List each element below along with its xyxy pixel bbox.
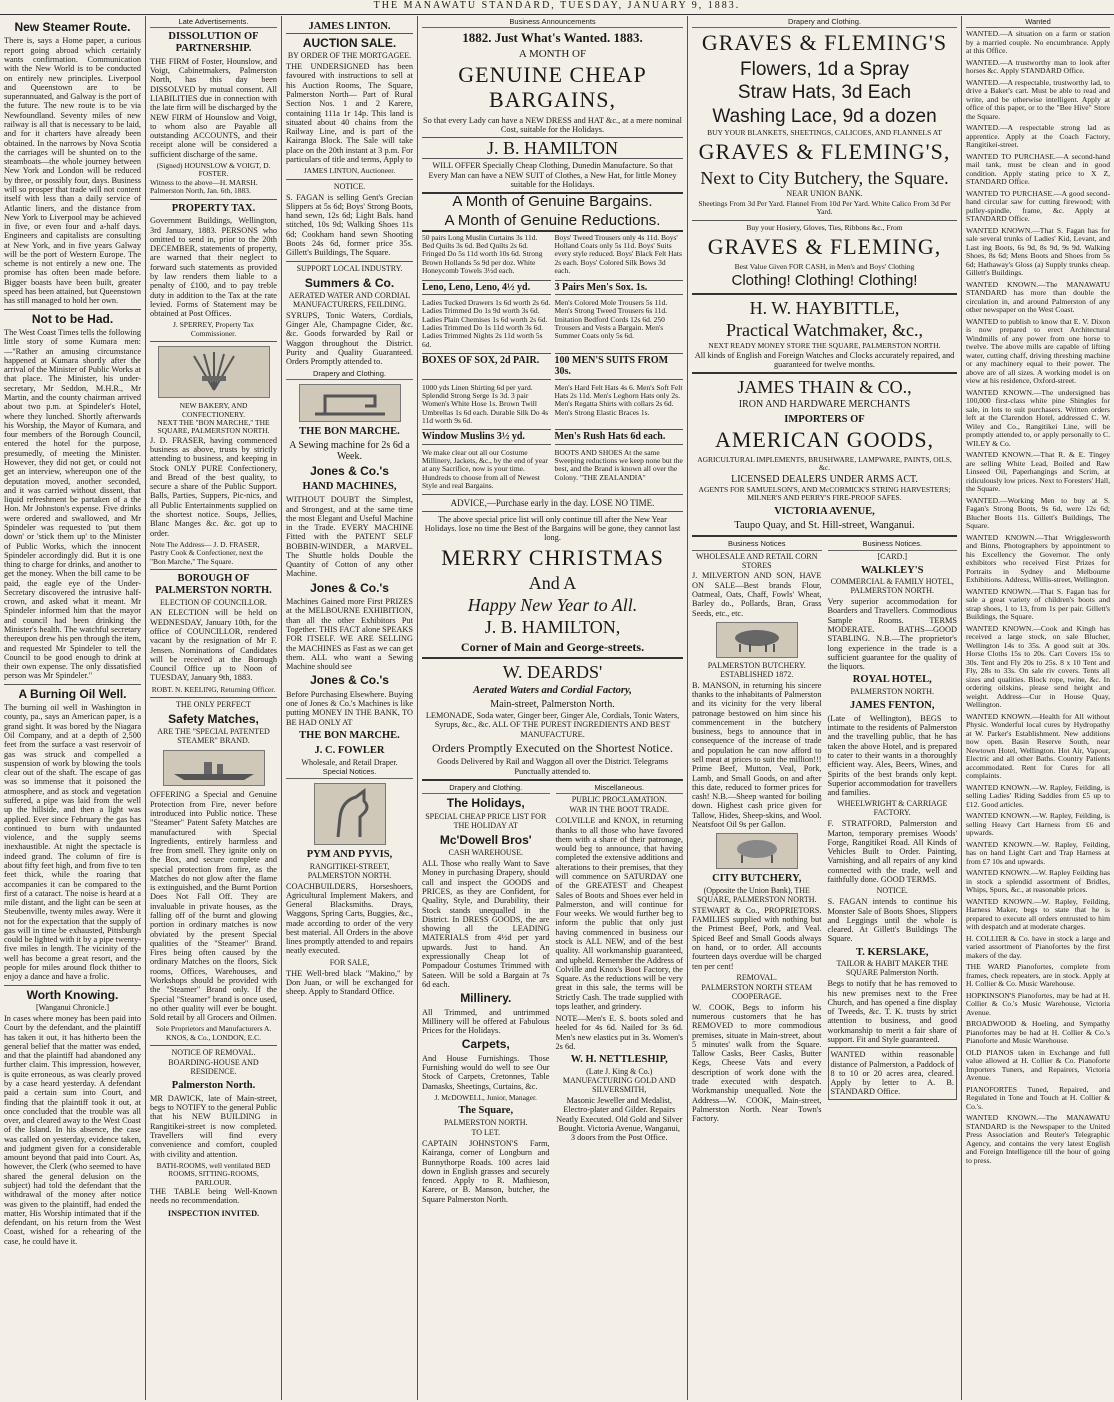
ad-title: PALMERSTON BUTCHERY. ESTABLISHED 1872. [707, 660, 806, 679]
ad-title: DISSOLUTION OF PARTNERSHIP. [168, 31, 259, 55]
ad-subtitle: Aerated Waters and Cordial Factory, [473, 685, 632, 697]
wanted-ad: WANTED KNOWN.—That S. Fagan has for sale a great variety of children's boots and strap shoes, 1 to 13, from 1s per pair. Gillett's Buildings, the Square. [966, 586, 1110, 622]
divider [150, 569, 277, 570]
ad-title: The Square, [458, 1105, 514, 1117]
ad-subtitle: VICTORIA AVENUE, [774, 505, 875, 517]
divider [4, 309, 141, 310]
wanted-ad: THE WARD Pianofortes, complete from frames, check repeaters, are in stock. Apply at H. Collier & Co. Music Warehouse. [966, 962, 1110, 989]
divider [692, 372, 957, 374]
divider [150, 697, 277, 698]
ad-body: THE UNDERSIGNED has been favoured with instructions to sell at his Auction Rooms, The Square, Palmerston North— Part of Rural Section Nos. 1 and 2 Karere, containing 111a 1r 14p. This land is situated about 40 chains from the Railway Line, and is part of the Kairanga Block. The Sale will take place on the 20th instant at 3 p.m. For particulars of title and terms, Apply to [286, 62, 413, 164]
price-block: 1000 yds Linen Shirting 6d per yard. Splendid Strong Serge 1s 3d. 3 pair Women's White Hose 1s. Brown Twill Umbrellas 1s 6d each. Durable Silk Do 4s 11d worth 9s 6d. [422, 382, 549, 426]
ad-body: S. FAGAN is selling Gent's Grecian Slippers at 5s 6d; Boys' Strong Boots, hand sewn, 12s 6d; Light Bals. hand stitched, 10s 9d; Walking Shoes 11s 6d; Cookham hand sewn Shooting Boots 24s 6d, former price 35s. Gillett's Buildings, The Square. [286, 192, 413, 258]
ad-subtitle: RANGITIKEI-STREET, PALMERSTON NORTH. [307, 861, 392, 880]
ad-title: AUCTION SALE. [302, 35, 397, 50]
ad-body: WANTED within reasonable distance of Palmerston, a Paddock of 8 to 10 or 20 acres area, cleared. Apply by letter to A. B. STANDARD Office. [828, 1047, 958, 1099]
ad-advice: ADVICE,—Purchase early in the day. LOSE NO TIME. [450, 497, 655, 508]
divider [692, 293, 957, 295]
ad-title: PROPERTY TAX. [171, 202, 256, 214]
ad-body: CAPTAIN JOHNSTON'S Farm, Kairanga, corner of Longburn and Bunnythorpe Roads. 100 acres laid down in English grasses and securely fenced. Apply to R. Mathieson, Karere, or B. Manson, butcher, the Square Palmerston North. [422, 1138, 550, 1204]
divider [422, 657, 683, 659]
ad-address: (Opposite the Union Bank), THE SQUARE, PALMERSTON NORTH. [696, 886, 817, 904]
ad-body: AGRICULTURAL IMPLEMENTS, BRUSHWARE, LAMPWARE, PAINTS, OILS, &c. [697, 454, 952, 473]
divider [692, 220, 957, 221]
divider [422, 511, 683, 512]
ad-title: 1882. Just What's Wanted. 1883. [462, 30, 643, 46]
horse-icon [314, 783, 386, 845]
ad-subtitle: WAR IN THE BOOT TRADE. [569, 805, 670, 815]
wheat-sheaf-icon [158, 346, 270, 398]
price-heading: 3 Pairs Men's Sox. 1s. [555, 280, 684, 295]
ad-subtitle: Wholesale, and Retail Draper. [301, 757, 398, 767]
column-auction [282, 16, 418, 1400]
ad-title: WHEELWRIGHT & CARRIAGE FACTORY. [837, 799, 948, 818]
ad-caption: NEW BAKERY, AND CONFECTIONERY. [179, 401, 248, 419]
price-heading: 100 MEN'S SUITS FROM 30s. [555, 353, 684, 379]
price-heading: BOXES OF SOX, 2d PAIR. [422, 353, 551, 379]
wanted-ad: OLD PIANOS taken in Exchange and full value allowed at H. Collier & Co. Pianoforte Importers Tuners, and Repairers, Victoria Avenue. [966, 1047, 1110, 1083]
ad-body: AN ELECTION will be held on WEDNESDAY, January 10th, for the office of COUNCILLOR, rendered vacant by the resignation of Mr F. Jensen. Nominations of Candidates will be received at the Borough Council Office up to Noon of TUESDAY, January 9th, 1883. [150, 608, 277, 683]
sheep-icon [716, 833, 798, 869]
ad-title: WALKLEY'S [861, 564, 924, 576]
ad-body: Buy your Hosiery, Gloves, Ties, Ribbons &c., From [746, 222, 903, 232]
ad-body: B. MANSON, in returning his sincere thanks to the inhabitants of Palmerston and its vicinity for the very liberal patronage bestowed on him since his commencement in the butchery business, begs to announce that in consequence of the increase of trade and population he can now afford to sell meat at prices to suit the million!!! Prime Beef, Mutton, Veal, Pork, Lamb, and Small Goods, on and after this date, reduced to former prices for cash! N.B.—Sheep wanted for boiling down. Highest cash price given for Tallow, Hides, Sheep-skins, and Wool. Neatsfoot Oil 9s per Gallon. [692, 680, 822, 829]
price-block: Ladies Tucked Drawers 1s 6d worth 2s 6d. Ladies Trimmed Do 1s 9d worth 3s 6d. Ladies Plain Chemises 1s 6d worth 2s 6d. Ladies Trimmed Do 1s 11d worth 3s 6d. Ladies Trimmed Nights 2s 11d worth 5s 6d. [422, 297, 551, 349]
wanted-ad: WANTED KNOWN.—Health for All without Physic. Wonderful local cures by Hydropathy at W. Parker's Establishment. New additions now open. Basin Reserve South, near Newtown Hotel, Wellington. Hot Air, Vapour, Electric and all other Baths. Country Patients accommodated. Rent for Cures for all complaints. [966, 711, 1110, 781]
ad-subtitle: BATH-ROOMS, well ventilated BED ROOMS, SITTING-ROOMS, PARLOUR. [156, 1160, 271, 1187]
wanted-ad: BROADWOOD & Hoeling, and Sympathy Pianofortes may be had at H. Collier & Co.'s Pianoforte and Music Warehouse. [966, 1019, 1110, 1046]
ad-title: Orders Promptly Executed on the Shortest Notice. [432, 741, 673, 755]
ad-title: GRAVES & FLEMING'S, [698, 139, 951, 165]
sub-column-right [828, 540, 958, 1126]
wanted-ad: WANTED.—A trustworthy man to look after horses &c. Apply STANDARD Office. [966, 57, 1110, 76]
ad-line: Clothing! Clothing! Clothing! [731, 272, 918, 290]
headline-oil-well: A Burning Oil Well. [18, 686, 127, 701]
ad-body: COACHBUILDERS, Horseshoers, Agricultural Implement Makers, and General Blacksmiths. Drays, Waggons, Spring Carts, Buggies, &c., made according to order of the very best material. All Orders in the above lines promptly attended to and repairs neatly executed. [286, 881, 413, 956]
price-block: BOOTS AND SHOES At the same Sweeping reductions we keep none but the best, and the Brand is known all over the Colony. "THE ZEALANDIA" [554, 447, 683, 482]
ad-title: W. H. NETTLESHIP, [570, 1054, 668, 1066]
ad-body: THE FIRM of Foster, Hounslow, and Voigt, Cabinetmakers, Palmerston North, has this day been DISSOLVED by mutual consent. All LIABILITIES due in connection with the late firm will be discharged by the NEW FIRM of Hounslow and Voigt, to whom also are Payable all outstanding ACCOUNTS, and their receipt alone will be considered a sufficient discharge of the same. [150, 56, 277, 159]
price-heading: Leno, Leno, Leno, 4½ yd. [422, 280, 551, 295]
ad-title: A Month of Genuine Bargains. [422, 192, 683, 211]
divider [150, 199, 277, 200]
sewing-machine-icon [299, 384, 401, 422]
sub-column-left [692, 540, 822, 1126]
column-late-ads [146, 16, 282, 1400]
wanted-ad: WANTED KNOWN.—W. Rapley, Feilding, is selling Ladies' Riding Saddles from £5 up to £12. Good articles. [966, 782, 1110, 809]
wanted-ad: WANTED KNOWN.—The undersigned has 100,000 first-class white pine Shingles for sale, in lots to suit purchasers. Written orders left at the Clarendon Hotel, addressed C. W. Wiley and Co., Rangitikei Line, will be promptly attended to, or apply personally to C. WILEY & Co. [966, 387, 1110, 448]
wanted-ad: WANTED.—A respectable, trustworthy lad, to drive a Baker's cart. Must be able to read and write, and be otherwise intelligent. Apply at office of this paper, or to the "Bee Hive" Store the Square. [966, 77, 1110, 121]
ad-line: Washing Lace, 9d a dozen [712, 105, 937, 127]
ad-body: OFFERING a Special and Genuine Protection from Fire, never before introduced into Public notice. These "Steamer" Patent Safety Matches are manufactured with Special Ingredients, entirely harmless and free from smell. They ignite only on the Box, and secure complete and special protection from fire, as the Matches do not glow after the flame is extinguished, and the Burnt Portion Does Not Fall Off. They are invaluable in private houses, as the falling off of the burnt and glowing portion in ordinary matches is now obviated by the present Special qualities of the "Steamer" Brand. Fires being often caused by the ordinary Matches on the floors, Sick rooms, Offices, Warehouses, and Workshops should be provided with the "Steamer" Brand only. If the Special "Steamer" brand is once used, no other quality will ever be bought. Sold retail by all Grocers and Oilmen. [150, 790, 277, 1023]
ad-body: Masonic Jeweller and Medalist, Electro-plater and Gilder. Repairs Neatly Executed. Old Gold and Silver Bought. Victoria Avenue, Wanganui, 3 doors from the Post Office. [556, 1095, 683, 1143]
divider [150, 1045, 277, 1046]
ad-body: WITHOUT DOUBT the Simplest, and Strongest, and at the same time the most Elegant and Useful Machine in the Trade. EVERY MACHINE Fitted with the PATENT SELF BOBBIN-WINDER, a MARVEL. The Shuttle holds Double the Quantity of Cotton of any other Machine. [286, 495, 413, 579]
ad-subtitle: (Late J. King & Co.) MANUFACTURING GOLD AND SILVERSMITH, [562, 1067, 676, 1094]
ad-subtitle: Corner of Main and George-streets. [460, 639, 645, 654]
ad-body: Sheetings From 3d Per Yard. Flannel From 10d Per Yard. White Calico From 3d Per Yard. [698, 198, 951, 217]
divider [422, 779, 683, 781]
ad-title: TO LET. [471, 1128, 501, 1137]
column-wanted [962, 16, 1114, 1400]
ad-body: F. STRATFORD, Palmerston and Marton, temporary premises Woods' Forge, Rangitikei Road. All Kinds of Vehicles Built to Order. Painting, Varnishing, and all repairs of any kind connected with the trade, well and faithfully done. GOOD TERMS. [827, 819, 957, 884]
wanted-ad: PIANOFORTES Tuned, Repaired, and Regulated in Tone and Touch at H. Collier & Co.'s. [966, 1084, 1110, 1111]
ad-title: AMERICAN GOODS, [714, 427, 935, 453]
ad-title: J. B. HAMILTON, [484, 617, 621, 638]
article-steamer: There is, says a Home paper, a curious report going abroad which certainly wants confirmation. Communication with the New World is to be conducted on entirely new principles. Liverpool and Queenstown are to be superannuated, and Galway is the port of the future. The new route is to be via Newfoundland. Seventy miles of new railway is all that is necessary to be laid, and for it charters have already been obtained. In the narrows by Nova Scotia the carriages will be shunted on to the steamboats—the whole journey between New York and London will be reduced by three, or possibly four, days. Business will so prosper that trade will not content itself with less than a daily service of Atlantic liners, and the distance from New York to Liverpool may be achieved in five, or even four and a-half days. Engineers and capitalists are consulting at New York, and in five years Galway will be the port of Western Europe. The scheme is not entirely a new one. The promise has often been made before. Bigger boasts have been built, greater speed has been attained, but Queenstown has still managed to hold her own. [4, 36, 141, 306]
ad-title: BOROUGH OF PALMERSTON NORTH. [155, 573, 272, 596]
divider [4, 684, 141, 685]
price-heading: Men's Rush Hats 6d each. [555, 429, 684, 444]
wanted-ad: WANTED.—A respectable strong lad as apprentice. Apply at the Coach Factory, Rangitikei-street. [966, 123, 1110, 150]
ad-subtitle: ARE THE "SPECIAL PATENTED STEAMER" BRAND. [157, 727, 270, 746]
ad-title: WHOLESALE AND RETAIL CORN STORES [696, 551, 818, 570]
ad-body: All Trimmed, and untrimmed Millinery will be offered at Fabulous Prices for the Holidays. [422, 1007, 550, 1036]
ad-body: W. COOK, Begs to inform his numerous customers that he has REMOVED to more commodious premises, situate in Main-street, about 5 minutes' walk from the Square. Tallow Casks, Beer Casks, Butter Kegs, Cheese Vats and every description of work done with the trade executed with despatch. Workmanship unequalled. Note the Address—W. COOK, Main-street, Palmerston North. Near Town's Factory. [692, 1002, 822, 1124]
divider [286, 261, 413, 262]
divider [150, 341, 277, 342]
ad-body: The above special price list will only continue till after the New Year Holidays. lose no time the Best of the Bargains will be gone, they cannot last long. [424, 514, 681, 543]
ad-body: LEMONADE, Soda water, Ginger beer, Ginger Ale, Cordials, Tonic Waters, Syrups, &c., &c. ALL OF THE PUREST INGREDIENTS AND BEST MANUFACTURE. [425, 711, 680, 739]
section-head: Late Advertisements. [150, 18, 277, 28]
ad-title: THE BON MARCHE. [299, 425, 400, 437]
article-oil-well: The burning oil well in Washington in county, pa., says an American paper, is a grand sight. It was bored by the Niagara Oil Company, and at a depth of 2,500 feet from the surface a vast reservoir of gas was struck and compelled a suspension of work by blowing the tools clear out of the shaft. The escape of gas was so immense that it poisoned the atmosphere, and as stock and vegetation suffered, a pipe was laid from the well up the hillside, and then a light was applied. Ever since February the gas has continued to burn with undaunted violence, and the supply seems inexhaustible. At night the spectacle is indeed grand. The column of fire is about fifty feet high, and from five to ten feet thick, while the roaring that accompanies it can be compared to the first of a cataract. The noise is heard at a mile distant, and the light can be seen at Steubenville, twenty miles away. Were it not for the expectation that the supply of gas will in time be exhausted, Pittsburgh could be lighted with it by a pipe twenty-five miles in length. The vicinity of the well has become a great resort, and the people for miles around flock thither to enjoy a dance and have a frolic. [4, 703, 141, 982]
ad-title: Jones & Co.'s [310, 580, 389, 595]
ad-body: THE TABLE being Well-Known needs no recommendation. [150, 1186, 277, 1206]
ad-body: Government Buildings, Wellington, 3rd January, 1883. PERSONS who omitted to send in, prior to the 20th DECEMBER, statements of property, are warned that their neglect to forward such statements as provided by law renders them liable to a penalty of £100, and to pay treble duty in addition to the Tax at the rate levied. Forms of Statement may be obtained at Post Offices. [150, 216, 277, 319]
ad-line: Flowers, 1d a Spray [740, 59, 909, 81]
ad-pretitle: THE ONLY PERFECT [176, 700, 251, 710]
sub-columns [692, 540, 957, 1126]
wanted-ad: WANTED KNOWN.—W. Rapley, Feilding, Harness Maker, begs to state that he is prepared to execute all orders entrusted to him with despatch and at moderate charges. [966, 896, 1110, 932]
ad-title: A Month of Genuine Reductions. [422, 213, 683, 232]
ad-subtitle: CASH WAREHOUSE. [448, 848, 524, 858]
wanted-ad: WANTED KNOWN.—W. Rapley Feilding has in stock a splendid assortment of Bridles, Whips, Spurs, &c., at reasonable prices. [966, 868, 1110, 895]
ad-body: ALL Those who really Want to Save Money in purchasing Drapery, should call and inspect the GOODS and PRICES, as they are Confident, for Quality, Style, and Durability, their Stock stands unequalled in the District. In DRESS GOODS, the are showing all the LEADING MATERIALS from 4½d per yard upwards. Just to hand. An expressionally Cheap lot of Pompadour Costumes Trimmed with Sateen. Will be sold a Bargain at 7s 6d each. [422, 859, 550, 989]
wanted-ad: WANTED KNOWN.—W. Rapley, Feilding, has on hand Light Cart and Trap Harness at from £7 10s and upwards. [966, 839, 1110, 866]
ad-subtitle: BOARDING-HOUSE AND RESIDENCE. [168, 1058, 259, 1077]
ad-title: Millinery. [460, 991, 512, 1006]
price-heading: Window Muslins 3½ yd. [422, 429, 551, 444]
ad-title: CITY BUTCHERY, [712, 873, 802, 885]
ad-title: The Holidays, [446, 796, 525, 811]
price-list [422, 234, 683, 491]
ad-subtitle: Practical Watchmaker, &c., [726, 320, 923, 341]
ad-subtitle: AERATED WATER AND CORDIAL MANUFACTURERS, FEILDING. [288, 290, 411, 309]
ad-body: J. MILVERTON AND SON, HAVE ON SALE—Best brands Flour, Oatmeal, Oats, Chaff, Fowls' Wheat, Barley do., Pollards, Bran, Grass Seeds, etc., etc. [692, 571, 822, 618]
section-head: Special Notices. [286, 768, 413, 778]
ad-title: JAMES THAIN & CO., [737, 377, 912, 398]
ad-title: NOTICE OF REMOVAL. [171, 1048, 256, 1058]
wanted-ad: WANTED KNOWN.—Cook and Kingh has received a large stock, on sale Blucher, Wellington 14s to 35s. A good suit at 30s. Horse Cloths 15s to 20s. Cart Covers 15s to 30s. Tent and Fly 20s to 25s. 8 x 10 Tent and Fly, 28s to 33s. On sale riv covers. Tents all sizes and qualities. Block rope, twine, &c. In ordering oilskins, please send height and weight. Address—Cur in House Quay, Wellington. [966, 623, 1110, 710]
bull-icon [716, 622, 798, 658]
ad-body: J. D. FRASER, having commenced business as above, trusts by strictly attending to business, and keeping in Stock ONLY PURE Confectionery, and Bread of the best quality, to secure a share of the Public Support. Balls, Parties, Suppers, Pic-nics, and all Public Entertainments supplied on the shortest notice. Soups, Jellies, Blanc Manges &c. &c. got up to order. [150, 435, 277, 538]
wanted-ad: WANTED TO PURCHASE.—A good second-hand circular saw for cutting firewood; with pulley-spindle, frame, &c. Apply at STANDARD Office. [966, 188, 1110, 224]
ad-subtitle: COMMERCIAL & FAMILY HOTEL, PALMERSTON NORTH. [830, 577, 954, 596]
ad-title: GENUINE CHEAP BARGAINS, [458, 62, 647, 112]
ad-subtitle: A MONTH OF [518, 47, 587, 60]
ad-body: So that every Lady can have a NEW DRESS and HAT &c., at a mere nominal Cost, suitable for the Holidays. [423, 115, 682, 134]
ad-address: Taupo Quay, and St. Hill-street, Wanganui. [734, 520, 915, 532]
ad-address: NEXT READY MONEY STORE THE SQUARE, PALMERSTON NORTH. [708, 341, 941, 351]
ad-body: WILL OFFER Specially Cheap Clothing, Dunedin Manufacture. So that Every Man can have a NEW SUIT of Clothes, a New Hat, for little Money suitable for the Holidays. [428, 161, 677, 189]
wanted-ad: H. COLLIER & Co. have in stock a large and varied assortment of Pianofortes by the first makers of the day. [966, 933, 1110, 960]
ad-body: And House Furnishings. Those Furnishing would do well to see Our Stock of Carpets, Cretonnes, Table Damasks, Sheetings, Curtains, &c. [422, 1053, 550, 1091]
ad-subtitle: NEXT THE "BON MARCHE," THE SQUARE, PALMERSTON NORTH. [157, 417, 270, 436]
wanted-ad: WANTED KNOWN.—That Wrigglesworth and Binns, Photographers by appointment to his Excellency the Governor. The only exhibitors who received First Prizes for Portraits in Sydney and Melbourne Exhibitions. Address, Willis-street, Wellington. [966, 532, 1110, 585]
ad-signature: J. McDOWELL, Junior, Manager. [434, 1092, 537, 1102]
ad-title: THE BON MARCHE. [299, 730, 400, 742]
ad-pretitle: SUPPORT LOCAL INDUSTRY. [296, 263, 403, 273]
ad-label: [CARD.] [877, 551, 908, 561]
ad-subtitle: A Sewing machine for 2s 6d a Week. [289, 439, 410, 462]
ad-title: GRAVES & FLEMING, [707, 234, 942, 260]
ad-subtitle: SPECIAL CHEAP PRICE LIST FOR THE HOLIDAY AT [425, 811, 547, 830]
ad-witness: Witness to the above—H. MARSH. Palmerston North, Jan. 6th, 1883. [150, 177, 258, 196]
ad-subtitle: BY ORDER OF THE MORTGAGEE. [287, 51, 412, 61]
ad-subtitle: PALMERSTON NORTH. [443, 1118, 528, 1128]
ad-body: (Late of Wellington), BEGS to intimate to the residents of Palmerston and the travelling public, that he has taken the above Hotel, and is prepared to cater to their wants in a thoroughly efficient way. Ales, Beers, Wines, and Spirits of the best brands only kept. Superior accommodation for travellers and families. [827, 713, 957, 798]
section-head: Wanted [966, 18, 1110, 28]
ad-title: ROYAL HOTEL, [852, 674, 932, 686]
ad-subtitle: HAND MACHINES, [302, 481, 397, 493]
source-worth-knowing: [Wanganui Chronicle.] [35, 1003, 110, 1013]
wanted-ad: HOPKINSON'S Pianofortes, may be had at H. Collier & Co.'s Music Warehouse, Victoria Avenue. [966, 990, 1110, 1017]
ad-signature: J. SPERREY, Property Tax Commissioner. [172, 320, 255, 338]
article-worth-knowing: In cases where money has been paid into Court by the defendant, and the plaintiff has taken it out, it has hitherto been the general belief that the matter was ended, and that the plaintiff had abandoned any further claim. This impression, however, is quite erroneous, as was clearly proved by a case heard yesterday. A defendant paid a certain sum into Court, and finding that the plaintiff took it out, at once concluded that the trouble was all over, and cleared away to the West Coast of the Island. In his absence, the case was called on yesterday, evidence taken, and judgment given for a considerable amount beyond that paid into Court. As, however, the Clerk (who seemed to have shared the general delusion on the subject) had told the defendant that the withdrawal of the money after notice was given to the plaintiff, had ended the matter, His Worship intimated that if the defendant, on his return from the West Coast, wished for a rehearing of the case, he could have it. [4, 1013, 141, 1246]
ad-makers: Sole Proprietors and Manufacturers A. KNOS, & Co., LONDON, E.C. [155, 1024, 272, 1042]
column-drapery [688, 16, 962, 1400]
ad-title: JAMES FENTON, [850, 700, 935, 712]
ad-body: AGENTS FOR SAMUELSON'S, AND McCORMICK'S STRING HARVESTERS; MILNER'S AND PERRY'S FIRE-PROOF SAFES. [698, 484, 951, 503]
column-news [0, 16, 146, 1400]
section-head: Miscellaneous. [556, 784, 684, 794]
ad-title: FOR SALE, [329, 957, 370, 967]
ad-body: All kinds of English and Foreign Watches and Clocks accurately repaired, and guaranteed for twelve months. [694, 350, 955, 369]
headline-not-to-be-had: Not to be Had. [31, 311, 114, 326]
ad-body: COLVILLE and KNOX, in returning thanks to all those who have favored them with a share of their patronage, would beg to announce, that having completed the extensive additions and alterations to their premises, that they will commence on SATURDAY one of the GREATEST and Cheapest Sales of Boots and Shoes ever held in Palmerston, and will continue for Four weeks. We would further beg to inform the public that only just having commenced in business our stock is ALL NEW, and of the best quality. All workmanship guaranteed, and upheld. Remember the Address of Colville and Knox's Boot Factory, the Square. As the reductions will be very great in this sale, the terms will be Strictly Cash. The trade supplied with tops leather, and grindery. [555, 816, 683, 1011]
wanted-ad: WANTED.—A situation on a farm or station by a married couple. No encumbrance. Apply at this Office. [966, 29, 1110, 56]
ad-signature: JAMES LINTON, Auctioneer. [303, 166, 396, 176]
wanted-ad: WANTED KNOWN.—W. Rapley, Feilding, is selling Heavy Cart Harness from £6 and upwards. [966, 811, 1110, 838]
steamer-ship-icon [163, 750, 265, 786]
wanted-ad: WANTED KNOWN.—The MANAWATU STANDARD is the Newspaper to the United Press Association and Reuter's Telegraphic Agency, and contains the very latest English and Foreign Intelligence till the hour of going to press. [966, 1113, 1110, 1165]
ad-title: Jones & Co.'s [310, 464, 389, 479]
section-head: Business Announcements [422, 18, 683, 28]
ad-title: PUBLIC PROCLAMATION. [571, 795, 667, 805]
ad-body: Very superior accommodation for Boarders and Travellers. Commodious Sample Rooms. TERMS MODERATE. BATHS—GOOD STABLING. N.B.—The proprietor's long experience in the trade is a sufficient guarantee for the quality of the liquors. [827, 597, 957, 672]
ad-subtitle: IRON AND HARDWARE MERCHANTS [738, 399, 911, 411]
ad-body: Before Purchasing Elsewhere. Buying one of Jones & Co.'s Machines is like putting MONEY IN THE BANK, TO BE HAD ONLY AT [286, 689, 413, 727]
ad-subtitle: Happy New Year to All. [467, 595, 638, 616]
ad-title: MERRY CHRISTMAS [441, 544, 664, 570]
divider [422, 494, 683, 495]
ad-body: STEWART & Co., PROPRIETORS. FAMILIES supplied with nothing but the Primest Beef, Pork, and Veal. Spiced Beef and Small Goods always on hand, or to order. All accounts fourteen days overdue will be charged ten per cent! [692, 905, 822, 971]
section-head: Business Notices. [828, 540, 958, 550]
price-block: We make clear out all our Costume Millinery, Jackets, &c., by the end of year at any Sacrifice, now is your time. Hundreds to choose from all of Newest Style and real Bargains. [422, 447, 548, 491]
ad-title: PYM AND PYVIS, [306, 848, 393, 860]
ad-body: MR DAWICK, late of Main-street, begs to NOTIFY to the general Public that his NEW BUILDING in Rangitikei-street is now completed. Travellers will find every convenience and comfort, coupled with civility and attention. [150, 1093, 277, 1159]
ad-title: JAMES LINTON. [286, 21, 413, 34]
ad-subtitle: And A [528, 573, 577, 594]
wanted-ad: WANTED to publish to know that E. V. Dixon is now prepared to erect Architectural Windmills of any power from one horse to twelve. The above mills are capable of lifting water, cutting chaff, driving threshing machine or any machinery equal to their power. The above are of all sizes. A working model is on view at his residence, Oxford-street. [966, 316, 1110, 386]
ad-footer: INSPECTION INVITED. [167, 1208, 260, 1218]
ad-signature: (Signed) HOUNSLOW & VOIGT, D. FOSTER. [156, 160, 271, 179]
ad-subtitle: LICENSED DEALERS UNDER ARMS ACT. [731, 473, 918, 485]
ad-title: NOTICE. [876, 886, 908, 896]
ad-body: BUY YOUR BLANKETS, SHEETINGS, CALICOES, AND FLANNELS AT [707, 127, 942, 137]
ad-subtitle: PALMERSTON NORTH STEAM COOPERAGE. [701, 982, 813, 1001]
wanted-ad: WANTED.—Working Men to buy at S. Fagan's Strong Boots, 9s 6d, were 12s 6d; Blucher Boots 11s. Gillett's Buildings, The Square. [966, 495, 1110, 531]
wanted-ad: WANTED TO PURCHASE.—A second-hand mail tank, must be clean and in good condition. Apply stating price to X Z, STANDARD Office. [966, 151, 1110, 187]
divider [286, 179, 413, 180]
sub-column-misc [556, 784, 684, 1207]
ad-subtitle: PALMERSTON NORTH. [850, 687, 935, 697]
ad-title: J. B. HAMILTON [422, 137, 683, 159]
ad-body: S. FAGAN intends to continue his Monster Sale of Boots Shoes, Slippers and Leggings until the whole is cleared. At Gillett's Buildings The Square. [827, 897, 957, 944]
ad-note: NOTE—Men's E. S. boots soled and heeled for 4s 6d. Nailed for 3s 6d. Men's new elastics put in 3s. Women's 2s 6d. [555, 1014, 683, 1052]
ad-title: Safety Matches, [168, 712, 259, 727]
wanted-ad: WANTED KNOWN.—That R. & E. Tingey are selling White Lead, Boiled and Raw Linseed Oil, Paperhangings and Scrim, at ridiculously low prices. Next to Foresters' Hall, the Square. [966, 450, 1110, 494]
ad-signature: ROBT. N. KEELING, Returning Officer. [151, 684, 276, 694]
price-block: Men's Colored Mole Trousers 5s 11d. Men's Strong Tweed Trousers 6s 11d. Imitation Bedford Cords 12s 6d. 250 Trousers and Vests a Bargain. Men's Summer Coats only 5s 6d. [554, 297, 668, 341]
ad-address: Note The Address— J. D. FRASER, Pastry Cook & Confectioner, next the "Bon Marche," The Square. [150, 539, 264, 566]
ad-subtitle: IMPORTERS OF [784, 413, 865, 425]
section-head: Drapery and Clothing. [286, 370, 413, 380]
ad-line: Straw Hats, 3d Each [737, 82, 912, 104]
ad-body: Best Value Given FOR CASH, in Men's and Boys' Clothing [734, 261, 915, 271]
ad-title: NOTICE. [333, 181, 366, 191]
section-head: Drapery and Clothing. [422, 784, 550, 794]
divider [4, 985, 141, 986]
price-block: Boys' Tweed Trousers only 4s 11d. Boys' Holland Coats only 5s 11d. Boys' Suits every style reduced. Boys' Black Felt Hats 2s each. Boys' Colored Silk Bows 3d each. [554, 232, 682, 276]
column-business [418, 16, 688, 1400]
ad-subtitle: TAILOR & HABIT MAKER THE SQUARE Palmerston North. [836, 959, 948, 978]
masthead: THE MANAWATU STANDARD, TUESDAY, JANUARY 9, 1883. [0, 0, 1114, 15]
section-head: Drapery and Clothing. [692, 18, 957, 28]
ad-address: Main-street, Palmerston North. [490, 698, 615, 710]
ad-subtitle: ELECTION OF COUNCILLOR. [160, 597, 267, 607]
ad-title: W. DEARDS' [502, 662, 603, 683]
ad-title: H. W. HAYBITTLE, [749, 297, 900, 318]
wanted-list [966, 30, 1110, 1165]
ad-title: REMOVAL. [736, 972, 778, 982]
ad-subtitle: NEAR UNION BANK. [786, 188, 863, 198]
section-head: Business Notices [692, 540, 822, 550]
divider [692, 535, 957, 537]
ad-subtitle: Next to City Butchery, the Square. [700, 167, 949, 188]
ad-body: Goods Delivered by Rail and Waggon all over the District. Telegrams Punctually attended to. [437, 757, 668, 776]
ad-title: Summers & Co. [304, 275, 395, 290]
ad-title: J. C. FOWLER [314, 744, 385, 756]
headline-worth-knowing: Worth Knowing. [26, 987, 119, 1002]
article-not-to-be-had: The West Coast Times tells the following little story of some Kumara men:—"Rather an amusing circumstance happened at Kumara shortly after the arrival of the Minister of Public Works at that place. The Minister, his under-secretary, Mr Seddon, M.H.R., Mr Martin, and the county chairman arrived about two p.m. at Spindeler's Hotel, where they lunched. Shortly afterwards his Worship, the Mayor of Kumara, and four members of the Borough Council, entered the hotel for the purpose, presumedly, of meeting the Minister. However, they did not get, or could not get an interview, whereupon one of the deputation moved, another seconded, and it was carried without dissent, that liquid refreshment be partaken of a the Hon. Mr Johnston's expense. Five drinks were ordered and swallowed, and Mr Spindeler was requested to 'put them down' or 'stick them up' to the Minister of Public Works, which the innocent Spindeler accordingly did. But it is one thing to charge for drinks, and another to get the money. When the bill came to be paid, the eagle eye of the Under-Secretary discovered the intrusive half-crown, and asked what it meant. Mr Spindeler informed him that the mayor and council had been drinking the Minister's health. The watchful secretary thereupon drew his pen through the item, and requested Mr Spindeler to tell the Council to be good enough to drink at their own expense. The only dissatisfied person was Mr Spindeler." [4, 328, 141, 681]
ad-body: THE Well-bred black "Makino," by Don Juan, or will be exchanged for sheep. Apply to Standard Office. [286, 968, 413, 997]
ad-title: T. KERSLAKE, [856, 946, 929, 958]
price-block: Men's Hard Felt Hats 4s 6. Men's Soft Felt Hats 2s 11d. Men's Leghorn Hats only 2s. Men's Regatta Shirts with collars 2s 6d. Men's Strong Elastic Braces 1s. [554, 382, 683, 417]
price-block: 50 pairs Long Muslin Curtains 3s 11d. Bed Quilts 3s 6d. Bed Quilts 2s 6d. Fringed Do 5s 11d worth 10s 6d. Strong Brown Hollands 5s 9d per doz. White Honeycomb Towels 3½d each. [422, 232, 543, 276]
ad-title: Mc'Dowell Bros' [439, 832, 532, 847]
ad-title: GRAVES & FLEMING'S [701, 30, 948, 56]
ad-place: Palmerston North. [171, 1080, 256, 1092]
ad-body: Begs to notify that he has removed to his new premises next to the Free Church, and has opened a fine display of Tweeds, &c. T. K. trusts by strict attention to business, and good workmanship to merit a fair share of support. Fit and Style guaranteed. [827, 979, 957, 1044]
wanted-ad: WANTED KNOWN.—The MANAWATU STANDARD has more than double the circulation in, and around Palmerston of any other newspaper on the West Coast. [966, 279, 1110, 315]
headline-steamer: New Steamer Route. [14, 20, 131, 34]
sub-columns [422, 784, 683, 1207]
ad-body: SYRUPS, Tonic Waters, Cordials, Ginger Ale, Champagne Cider, &c. &c. Goods forwarded by Rail or Waggon throughout the District. Purity and Quality Guaranteed. Orders Promptly attended to. [286, 310, 413, 367]
wanted-ad: WANTED KNOWN.—That S. Fagan has for sale several trunks of Ladies' Kid, Levant, and Last ing Boots, 6s 9d, 8s 9d, 9s 9d. Walking Shoes, 8s 6d; Mens Boots and Shoes from 5s 6d; Hathaway's Gloss (a) Supply trunks cheap. Gillett's Buildings. [966, 225, 1110, 278]
sub-column-drapery [422, 784, 550, 1207]
ad-title: Carpets, [461, 1037, 510, 1052]
ad-body: Machines Gained more First PRIZES at the MELBOURNE EXHIBITION, than all the other Exhibitors Put Together. THIS FACT alone SPEAKS FOR ITSELF. WE ARE SELLING the MACHINES as Fast as we can get them. ALL who want a Sewing Machine should see [286, 597, 413, 672]
ad-title: Jones & Co.'s [310, 673, 389, 688]
